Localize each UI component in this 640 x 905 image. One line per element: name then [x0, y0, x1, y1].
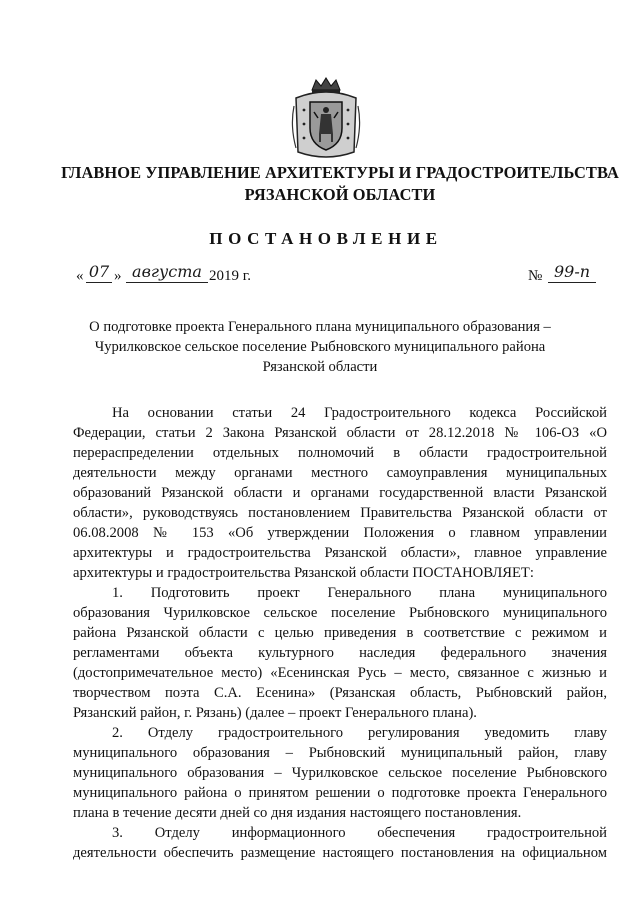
body-line: Рязанский район, г. Рязань) (далее – проект Генерального плана).	[73, 705, 477, 721]
body-line: На основании статьи 24 Градостроительного кодекса Российской	[112, 405, 607, 421]
body-line: регламентами объекта культурного наследия федерального значения	[73, 645, 607, 661]
body-line: муниципального образования – Чурилковское сельское поселение Рыбновского	[73, 765, 607, 781]
body-line: муниципального образования – Рыбновский муниципальный район, главу	[73, 745, 607, 761]
body-line: образования Чурилковское сельское поселение Рыбновского муниципального	[73, 605, 607, 621]
document-number-handwritten: 99-п	[548, 262, 596, 283]
subject-line: Рязанской области	[262, 359, 378, 375]
body-line: архитектуры и градостроительства Рязанской области», главное управление	[73, 545, 607, 561]
body-line: деятельности между органами местного самоуправления муниципальных	[73, 465, 607, 481]
body-line: перераспределении отдельных полномочий в области градостроительной	[73, 445, 607, 461]
date-day-handwritten: 07	[86, 262, 112, 283]
date-year: 2019 г.	[209, 268, 251, 284]
date-open-quote: «	[76, 268, 84, 284]
body-line: района Рязанской области с целью приведения в соответствие с режимом и	[73, 625, 607, 641]
body-line: муниципального района о принятом решении о подготовке проекта Генерального	[73, 785, 607, 801]
number-sign: №	[528, 268, 543, 284]
document-type-title: ПОСТАНОВЛЕНИЕ	[209, 229, 443, 248]
date-month-handwritten: августа	[126, 262, 208, 283]
body-line: творчеством поэта С.А. Есенина» (Рязанская область, Рыбновский район,	[73, 685, 607, 701]
body-line: образований Рязанской области и органами государственной власти Рязанской	[73, 485, 607, 501]
body-line: 1. Подготовить проект Генерального плана муниципального	[112, 585, 607, 601]
body-line: плана в течение десяти дней со дня издания настоящего постановления.	[73, 805, 522, 821]
body-line: (достопримечательное место) «Есенинская Русь – место, связанное с жизнью и	[73, 665, 607, 681]
organization-name-line-2: РЯЗАНСКОЙ ОБЛАСТИ	[244, 185, 436, 204]
body-line: 06.08.2008 № 153 «Об утверждении Положения о главном управлении	[73, 525, 607, 541]
body-line: Федерации, статьи 2 Закона Рязанской области от 28.12.2018 № 106-ОЗ «О	[73, 425, 607, 441]
date-close-quote: »	[114, 268, 122, 284]
body-line: 2. Отделу градостроительного регулирования уведомить главу	[112, 725, 607, 741]
date-and-number-line	[76, 262, 596, 286]
body-line: области», руководствуясь постановлением Правительства Рязанской области от	[73, 505, 607, 521]
organization-name-line-1: ГЛАВНОЕ УПРАВЛЕНИЕ АРХИТЕКТУРЫ И ГРАДОСТРОИТЕЛЬСТВА	[61, 163, 619, 182]
body-line: 3. Отделу информационного обеспечения градостроительной	[112, 825, 607, 841]
ryazan-coat-of-arms-icon	[290, 76, 362, 162]
subject-line: Чурилковское сельское поселение Рыбновского муниципального района	[94, 339, 546, 355]
body-line: архитектуры и градостроительства Рязанской области ПОСТАНОВЛЯЕТ:	[73, 565, 534, 581]
subject-line: О подготовке проекта Генерального плана муниципального образования –	[89, 319, 551, 335]
body-line: деятельности обеспечить размещение настоящего постановления на официальном	[73, 845, 607, 861]
